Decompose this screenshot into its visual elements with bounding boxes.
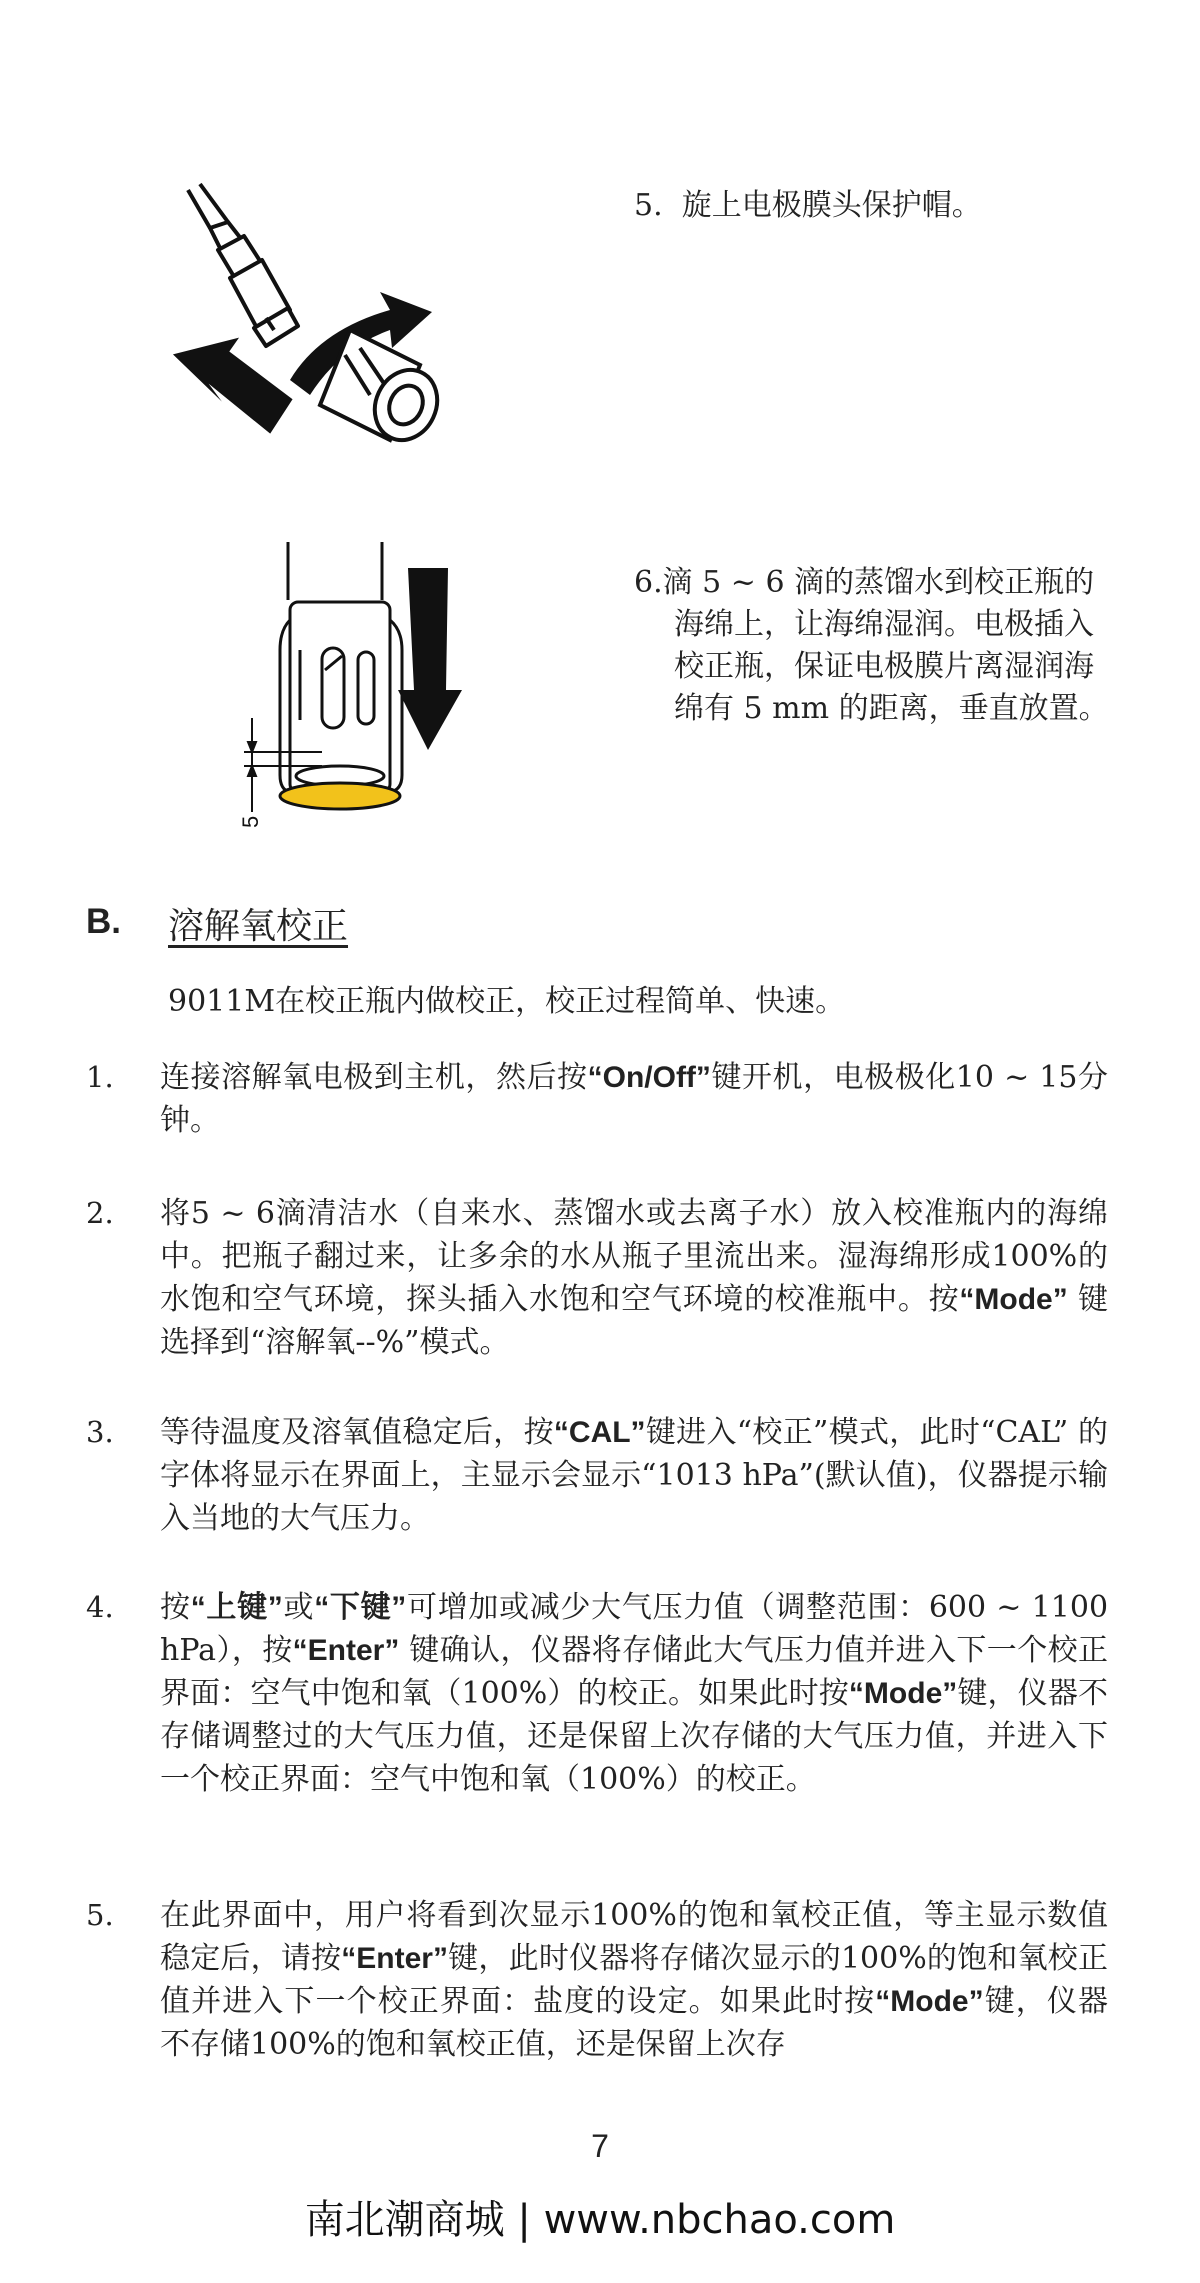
item-text: 键，仪器不存储调整过的大气压力值，还是保留上次存储的大气压力值，并进入下一个校正界面：空气中饱和氧（100%）的校正。 [160, 1676, 1108, 1797]
item-4-body [160, 1586, 1108, 1801]
step-text: 旋上电极膜头保护帽。 [681, 188, 982, 223]
item-text: 键进入“校正”模式，此时“CAL” 的字体将显示在界面上，主显示会显示“1013 hPa”(默认值)，仪器提示输入当地的大气压力。 [160, 1415, 1108, 1536]
key-name: “Enter” [341, 1942, 448, 1975]
key-name: “Mode” [848, 1677, 958, 1710]
key-name: “上键” [190, 1591, 283, 1624]
key-name: “CAL” [553, 1416, 646, 1449]
item-3-body [160, 1411, 1108, 1540]
step-number: 5. [634, 188, 663, 223]
key-name: “On/Off” [587, 1061, 711, 1094]
item-text: 将5 ~ 6滴清洁水（自来水、蒸馏水或去离子水）放入校准瓶内的海绵中。把瓶子翻过来，让多余的水从瓶子里流出来。湿海绵形成100%的水饱和空气环境，探头插入水饱和空气环境的校准瓶中。按 [160, 1196, 1108, 1317]
section-intro: 9011M在校正瓶内做校正，校正过程简单、快速。 [168, 984, 846, 1019]
step-5-cap [634, 185, 982, 227]
item-5-body [160, 1894, 1108, 2066]
section-title: 溶解氧校正 [168, 906, 349, 947]
item-text: 连接溶解氧电极到主机，然后按 [160, 1060, 588, 1095]
key-name: “Enter” [292, 1634, 400, 1667]
key-name: “Mode” [875, 1985, 984, 2018]
item-text: 按 [160, 1590, 191, 1625]
item-2-body [160, 1192, 1108, 1364]
item-number: 1. [86, 1060, 114, 1094]
item-text: 或 [282, 1590, 315, 1625]
item-text: 键确认，仪器将存储此大气压力值并进入下一个校正界面：空气中饱和氧（100%）的校正。如果此时按 [160, 1633, 1108, 1711]
item-text: 键，仪器不存储100%的饱和氧校正值，还是保留上次存 [160, 1984, 1109, 2062]
item-number: 5. [86, 1898, 114, 1932]
calibration-bottle-illustration [230, 540, 480, 840]
item-text: 可增加或减少大气压力值（调整范围：600 ~ 1100 hPa），按 [160, 1590, 1109, 1668]
gap-dimension-label: 5 [238, 815, 263, 828]
item-text: 等待温度及溶氧值稳定后，按 [160, 1415, 554, 1450]
step-line: 绵有 5 mm 的距离，垂直放置。 [674, 691, 1109, 726]
step-line: 滴 5 ~ 6 滴的蒸馏水到校正瓶的 [662, 565, 1095, 600]
item-number: 2. [86, 1196, 114, 1230]
item-text: 键开机，电极极化10 ~ 15分钟。 [160, 1060, 1108, 1138]
item-text: 键，此时仪器将存储次显示的100%的饱和氧校正值并进入下一个校正界面：盐度的设定。如果此时按 [160, 1941, 1108, 2019]
section-letter: B. [86, 902, 121, 941]
key-name: “Mode” [959, 1283, 1068, 1316]
item-text: 键选择到“溶解氧--%”模式。 [160, 1282, 1109, 1360]
step-line: 校正瓶，保证电极膜片离湿润海 [674, 649, 1094, 684]
step-number: 6. [634, 565, 663, 600]
footer-watermark: 南北潮商城 | www.nbchao.com [304, 2197, 896, 2243]
item-text: 在此界面中，用户将看到次显示100%的饱和氧校正值，等主显示数值稳定后，请按 [160, 1898, 1108, 1976]
item-1-body [160, 1056, 1108, 1142]
step-6-sponge [634, 562, 1109, 730]
step-line: 海绵上，让海绵湿润。电极插入 [674, 607, 1094, 642]
item-number: 3. [86, 1415, 114, 1449]
cap-screw-illustration [170, 180, 470, 470]
key-name: “下键” [314, 1591, 407, 1624]
item-number: 4. [86, 1590, 114, 1624]
page-number: 7 [591, 2128, 609, 2164]
